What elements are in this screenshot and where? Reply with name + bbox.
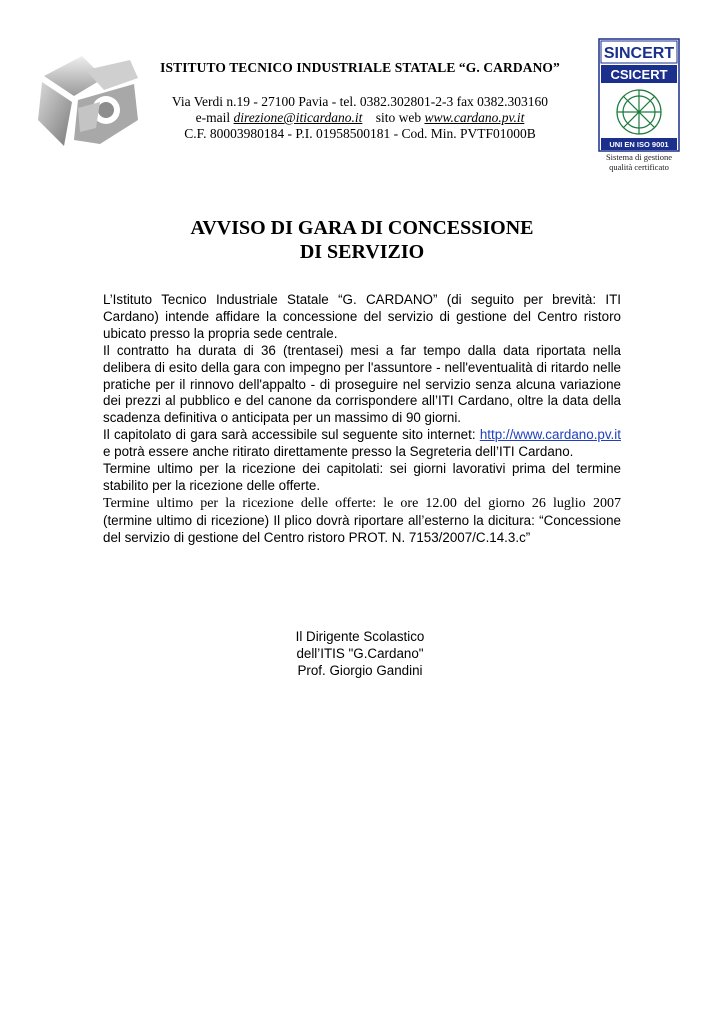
email-link[interactable]: direzione@iticardano.it xyxy=(233,110,363,125)
offers-deadline-end: (termine ultimo di ricezione) Il plico dovrà riportare all’esterno la dicitura: “Concessione del servizio di gestione del Centro ristoro PROT. N. 7153/2007/C.14.3.c” xyxy=(103,512,621,545)
caption-line: qualità certificato xyxy=(609,162,669,172)
header-contacts xyxy=(120,94,600,142)
specs-text: Il capitolato di gara sarà accessibile sul seguente sito internet: xyxy=(103,427,476,443)
notice-body xyxy=(103,292,621,547)
email-web-line xyxy=(120,110,600,126)
page-title xyxy=(100,216,624,264)
fiscal-line: C.F. 80003980184 - P.I. 01958500181 - Cod. Min. PVTF01000B xyxy=(184,126,536,141)
sincert-wordmark: SINCERT xyxy=(603,45,675,62)
title-line-2: DI SERVIZIO xyxy=(299,241,425,263)
signature-name: Prof. Giorgio Gandini xyxy=(297,663,423,678)
caption-line: Sistema di gestione xyxy=(605,152,673,162)
offers-deadline-start: Termine ultimo per la ricezione delle offerte: le ore 12.00 del giorno 26 luglio xyxy=(103,495,586,511)
paragraph-specs xyxy=(103,427,621,461)
paragraph-offers-deadline xyxy=(103,495,621,547)
institute-name: ISTITUTO TECNICO INDUSTRIALE STATALE “G. CARDANO” xyxy=(160,60,560,75)
paragraph-specs-deadline: Termine ultimo per la ricezione dei capitolati: sei giorni lavorativi prima del termine stabilito per la ricezione delle offerte. xyxy=(103,461,621,493)
email-label: e-mail xyxy=(195,110,231,125)
signature-block xyxy=(260,628,460,679)
address-line: Via Verdi n.19 - 27100 Pavia - tel. 0382.302801-2-3 fax 0382.303160 xyxy=(171,94,549,109)
signature-role: Il Dirigente Scolastico xyxy=(295,629,425,644)
specs-text-after: e potrà essere anche ritirato direttamente presso la Segreteria dell’ITI Cardano. xyxy=(103,444,574,460)
paragraph-contract: Il contratto ha durata di 36 (trentasei) mesi a far tempo dalla data riportata nella delibera di esito della gara con impegno per l'assuntore - nell'eventualità di ritardo nelle pratiche per il rinnovo dell'appalto - di proseguire nel servizio senza alcuna variazione dei prezzi al pubblico e del canone da corrispondere all’ITI Cardano, oltre la data della scadenza definitiva o anticipata per un massimo di 90 giorni. xyxy=(103,342,621,426)
title-line-1: AVVISO DI GARA DI CONCESSIONE xyxy=(190,217,534,239)
csicert-wordmark: CSICERT xyxy=(610,67,668,82)
iso-standard-label: UNI EN ISO 9001 xyxy=(609,140,669,149)
certification-seal-icon xyxy=(617,90,661,134)
website-label: sito web xyxy=(375,110,422,125)
signature-school: dell’ITIS "G.Cardano" xyxy=(296,646,424,661)
certification-caption xyxy=(596,152,682,172)
website-link[interactable]: www.cardano.pv.it xyxy=(424,110,525,125)
offers-deadline-year: 2007 xyxy=(593,495,621,511)
paragraph-intro: L’Istituto Tecnico Industriale Statale “G. CARDANO” (di seguito per brevità: ITI Cardano) intende affidare la concessione del servizio di gestione del Centro ristoro ubicato presso la propria sede centrale. xyxy=(103,292,621,341)
specs-link[interactable]: http://www.cardano.pv.it xyxy=(479,427,621,443)
